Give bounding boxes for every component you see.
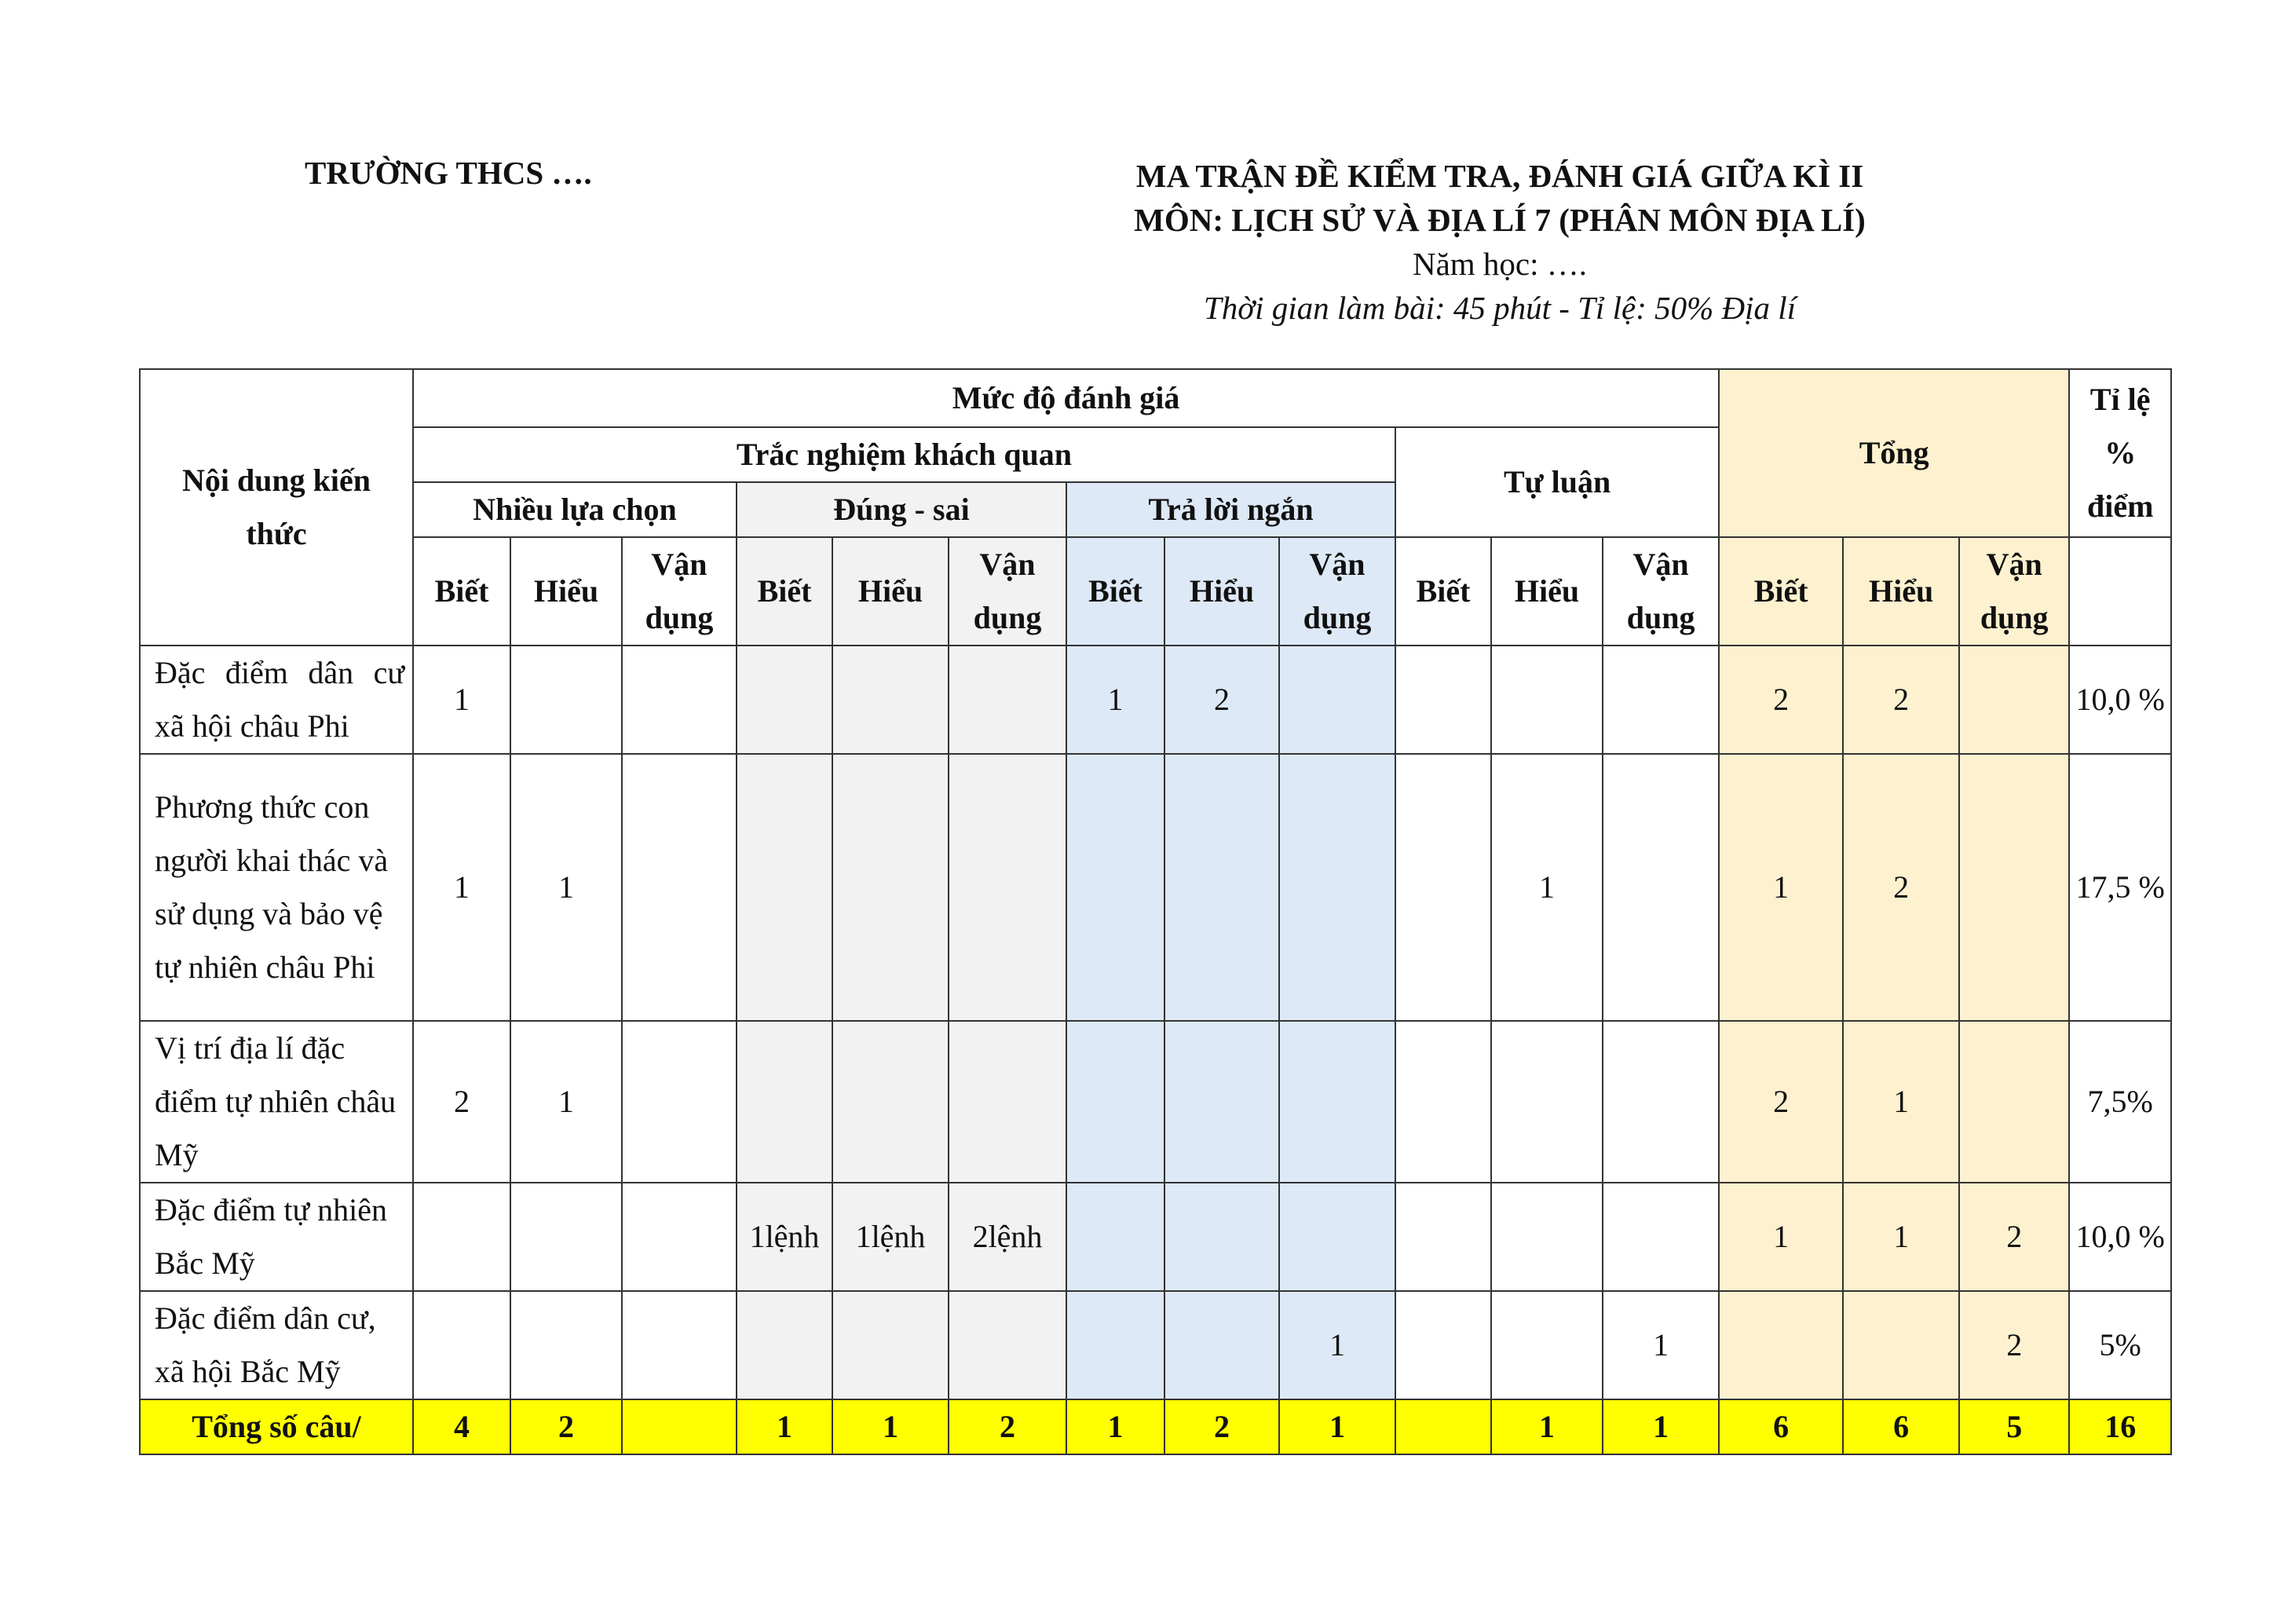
level-biet: Biết [413,537,510,646]
level-hieu: Hiểu [1843,537,1959,646]
header-trac-nghiem: Trắc nghiệm khách quan [413,427,1395,482]
level-hieu: Hiểu [832,537,949,646]
total-cell: 1 [1491,1399,1603,1454]
level-van-dung: Vận dụng [949,537,1066,646]
school-name: TRƯỜNG THCS …. [305,155,592,191]
total-cell: 1 [1279,1399,1395,1454]
row-count-cell [1395,646,1491,754]
exam-time: Thời gian làm bài: 45 phút - Tỉ lệ: 50% Địa lí [1203,290,1797,326]
level-van-dung: Vận dụng [622,537,737,646]
header-dung-sai: Đúng - sai [737,482,1066,537]
row-count-cell [832,754,949,1021]
total-cell: 1 [1066,1399,1164,1454]
row-count-cell [1164,1291,1279,1399]
row-count-cell [1279,646,1395,754]
row-count-cell [510,1183,622,1291]
row-count-cell [1395,1291,1491,1399]
row-count-cell [1164,754,1279,1021]
row-count-cell [949,646,1066,754]
header-muc-do: Mức độ đánh giá [413,369,1719,427]
level-biet: Biết [1066,537,1164,646]
level-biet: Biết [737,537,832,646]
row-count-cell [737,754,832,1021]
row-count-cell [1066,1183,1164,1291]
total-cell: 1 [832,1399,949,1454]
row-count-cell [413,1291,510,1399]
row-count-cell [1491,646,1603,754]
row-count-cell: 1 [1843,1183,1959,1291]
row-count-cell: 1lệnh [737,1183,832,1291]
level-hieu: Hiểu [1164,537,1279,646]
row-count-cell [1959,754,2069,1021]
row-count-cell [832,1291,949,1399]
row-count-cell [1491,1291,1603,1399]
row-count-cell: 1 [1843,1021,1959,1183]
row-content: Vị trí địa lí đặc điểm tự nhiên châu Mỹ [140,1021,413,1183]
level-biet: Biết [1395,537,1491,646]
row-count-cell [1603,1183,1719,1291]
row-count-cell [622,1291,737,1399]
row-percentage: 10,0 % [2069,646,2171,754]
row-count-cell [1279,754,1395,1021]
total-cell: 2 [1164,1399,1279,1454]
level-blank [2069,537,2171,646]
row-count-cell: 1lệnh [832,1183,949,1291]
row-count-cell: 2lệnh [949,1183,1066,1291]
row-count-cell: 2 [1164,646,1279,754]
row-percentage: 10,0 % [2069,1183,2171,1291]
row-count-cell [1843,1291,1959,1399]
row-count-cell [1066,1291,1164,1399]
table-row [140,646,2171,754]
total-cell: 16 [2069,1399,2171,1454]
total-cell: 2 [949,1399,1066,1454]
total-cell: 4 [413,1399,510,1454]
row-count-cell [1279,1021,1395,1183]
row-count-cell [1603,1021,1719,1183]
title-line-2: MÔN: LỊCH SỬ VÀ ĐỊA LÍ 7 (PHÂN MÔN ĐỊA LÍ) [1134,202,1866,238]
row-count-cell [1279,1183,1395,1291]
total-cell: 1 [737,1399,832,1454]
row-count-cell [949,1021,1066,1183]
row-count-cell [1066,754,1164,1021]
row-count-cell [510,646,622,754]
row-count-cell [510,1291,622,1399]
row-count-cell [622,646,737,754]
row-count-cell [737,1291,832,1399]
level-biet: Biết [1719,537,1843,646]
row-count-cell [949,1291,1066,1399]
row-content: Đặc điểm dân cư xã hội châu Phi [140,646,413,754]
header-nhieu-lua-chon: Nhiều lựa chọn [413,482,737,537]
row-count-cell [1491,1183,1603,1291]
level-hieu: Hiểu [510,537,622,646]
table-row [140,1291,2171,1399]
row-count-cell [737,646,832,754]
row-count-cell [622,1183,737,1291]
row-count-cell [949,754,1066,1021]
level-van-dung: Vận dụng [1959,537,2069,646]
row-count-cell [1066,1021,1164,1183]
row-count-cell [1164,1183,1279,1291]
level-van-dung: Vận dụng [1279,537,1395,646]
row-count-cell: 2 [1843,754,1959,1021]
table-row [140,1021,2171,1183]
level-hieu: Hiểu [1491,537,1603,646]
header-ti-le: Tỉ lệ % điểm [2069,369,2171,537]
row-count-cell [1395,1021,1491,1183]
document-header [1021,154,1979,330]
total-cell: 2 [510,1399,622,1454]
row-count-cell: 1 [510,1021,622,1183]
header-tong: Tổng [1719,369,2069,537]
row-count-cell: 1 [1719,1183,1843,1291]
row-count-cell [1395,1183,1491,1291]
total-label: Tổng số câu/ [140,1399,413,1454]
total-cell [622,1399,737,1454]
row-count-cell [737,1021,832,1183]
row-count-cell [1603,754,1719,1021]
row-percentage: 7,5% [2069,1021,2171,1183]
row-count-cell: 2 [1959,1183,2069,1291]
table-row [140,1183,2171,1291]
row-percentage: 17,5 % [2069,754,2171,1021]
row-count-cell: 1 [1603,1291,1719,1399]
row-count-cell [413,1183,510,1291]
row-count-cell [1395,754,1491,1021]
row-count-cell: 1 [1719,754,1843,1021]
row-content: Đặc điểm dân cư, xã hội Bắc Mỹ [140,1291,413,1399]
school-year: Năm học: …. [1412,246,1588,282]
row-count-cell: 1 [413,646,510,754]
row-count-cell [832,1021,949,1183]
row-count-cell: 1 [1491,754,1603,1021]
table-row [140,754,2171,1021]
header-content: Nội dung kiến thức [140,369,413,646]
level-van-dung: Vận dụng [1603,537,1719,646]
total-cell: 6 [1719,1399,1843,1454]
total-cell: 1 [1603,1399,1719,1454]
title-line-1: MA TRẬN ĐỀ KIỂM TRA, ĐÁNH GIÁ GIỮA KÌ II [1135,158,1864,194]
row-count-cell [622,1021,737,1183]
row-count-cell [1603,646,1719,754]
row-count-cell: 1 [1279,1291,1395,1399]
assessment-matrix-table [139,368,2172,1455]
row-count-cell [1164,1021,1279,1183]
row-count-cell [1491,1021,1603,1183]
total-row [140,1399,2171,1454]
header-tu-luan: Tự luận [1395,427,1719,537]
total-cell: 5 [1959,1399,2069,1454]
row-count-cell: 2 [1843,646,1959,754]
header-tra-loi-ngan: Trả lời ngắn [1066,482,1395,537]
total-cell: 6 [1843,1399,1959,1454]
row-count-cell [622,754,737,1021]
row-count-cell [832,646,949,754]
row-percentage: 5% [2069,1291,2171,1399]
row-count-cell: 1 [510,754,622,1021]
row-count-cell: 1 [1066,646,1164,754]
row-count-cell: 2 [1959,1291,2069,1399]
table-body [140,646,2171,1454]
row-count-cell [1959,1021,2069,1183]
row-content: Đặc điểm tự nhiên Bắc Mỹ [140,1183,413,1291]
row-count-cell: 1 [413,754,510,1021]
total-cell [1395,1399,1491,1454]
row-count-cell: 2 [1719,1021,1843,1183]
row-content: Phương thức con người khai thác và sử dụng và bảo vệ tự nhiên châu Phi [140,754,413,1021]
row-count-cell [1719,1291,1843,1399]
row-count-cell: 2 [1719,646,1843,754]
row-count-cell: 2 [413,1021,510,1183]
row-count-cell [1959,646,2069,754]
